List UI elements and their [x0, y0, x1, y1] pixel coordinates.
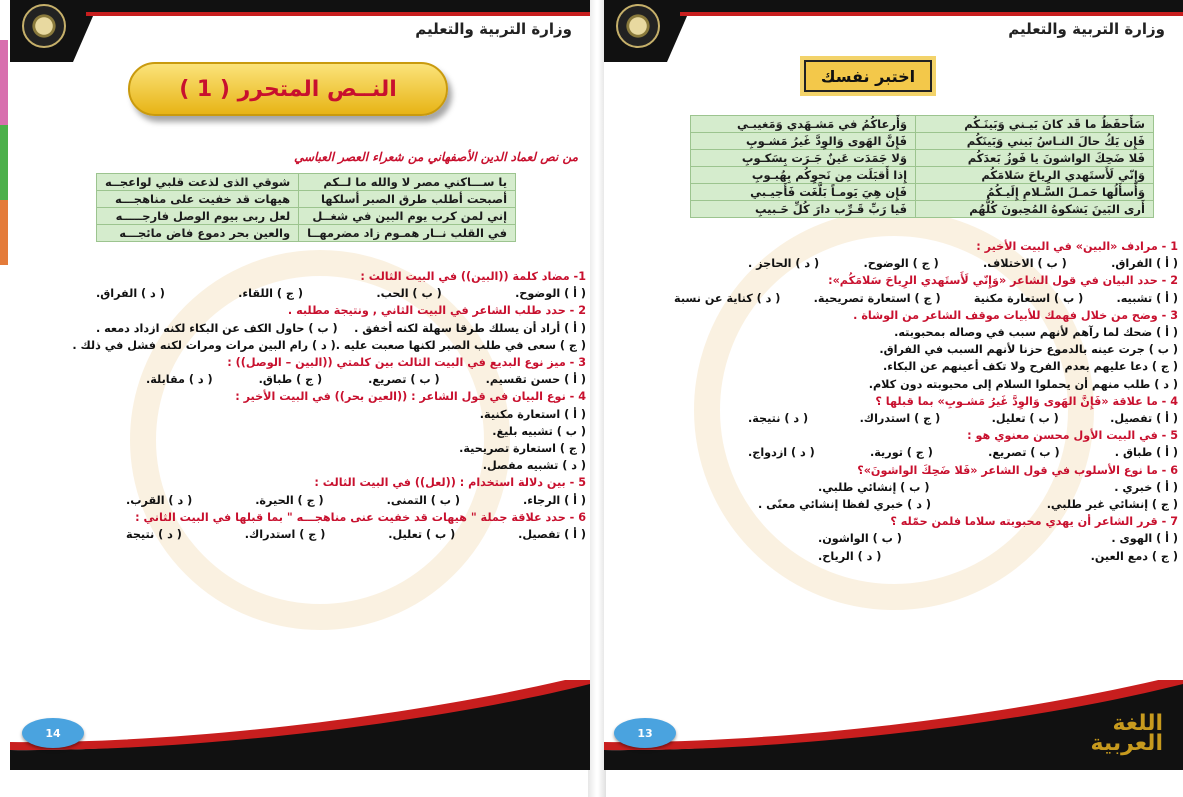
page-14	[10, 0, 590, 770]
poem-verse-first: وَإِنّي لَأَستَهدي الرِياحَ سَلامَكُم	[916, 167, 1154, 184]
option-b[interactable]: ( ب ) التمنى.	[386, 493, 461, 507]
header-red-line	[680, 12, 1183, 16]
options-1	[96, 285, 586, 302]
option-d[interactable]: ( د ) الحاجز .	[748, 257, 820, 271]
poem-verse-first: فَإِن يَكُ حالَ النـاسُ بَيني وَبَينَكُم	[916, 133, 1154, 150]
arabic-language-logo: اللغة العربية	[1090, 711, 1163, 756]
poem-source: من نص لعماد الدين الأصفهاني من شعراء العصر العباسي	[293, 150, 578, 164]
options-2	[96, 320, 586, 337]
poem-verse-second: والعين بحر دموع فاض مائجـــه	[97, 225, 299, 242]
option-d[interactable]: ( د ) نتيجة.	[748, 412, 809, 426]
option-a[interactable]: ( أ ) تشبيه.	[1116, 291, 1178, 305]
options-3	[146, 371, 586, 388]
poem-verse-first: يا ســـاكني مصر لا والله ما لــكم	[299, 174, 516, 191]
poem-row	[97, 225, 516, 242]
option-b[interactable]: ( ب ) الاختلاف.	[983, 257, 1067, 271]
poem-verse-first: أصبحت أطلب طرق الصبر أسلكها	[299, 191, 516, 208]
question-3: 3 - ميز نوع البديع في البيت الثالث بين كلمتي ((البين – الوصل)) :	[227, 356, 586, 370]
poem-row	[691, 133, 1154, 150]
poem-verse-first: سَأَحفَظُ ما قَد كانَ بَيـني وَبَينَـكُم	[916, 116, 1154, 133]
poem-verse-first: وَأَسأَلُها حَمـلَ السَّـلامِ إِلَيـكُمُ	[916, 184, 1154, 201]
option-d[interactable]: ( د ) تشبيه مفصل.	[482, 459, 586, 473]
question-4: 4 - نوع البيان في قول الشاعر : ((العين بحر)) في البيت الأخير :	[235, 390, 586, 404]
page-13	[604, 0, 1183, 770]
poem-verse-second: شوقي الذى لذعت قلبي لواعجــه	[97, 174, 299, 191]
question-5: 5 - بين دلالة استخدام : ((لعل)) في البيت الثالث :	[314, 476, 586, 490]
option-d[interactable]: ( د ) مقابلة.	[146, 373, 213, 387]
poem-verse-second: إِذا أَقبَلَت مِن نَحوِكُم بِهُبـوبِ	[691, 167, 916, 184]
option-d[interactable]: ( د ) خبري لفظا إنشائي معنًى .	[758, 498, 931, 512]
option-b[interactable]: ( ب ) جرت عينه بالدموع حزنا لأنهم السبب في الفراق.	[879, 343, 1178, 357]
option-a[interactable]: ( أ ) حسن تقسيم.	[485, 373, 586, 387]
ministry-title: وزارة التربية والتعليم	[1008, 20, 1165, 38]
option-c[interactable]: ( ج ) دعا عليهم بعدم الفرح ولا تكف أعينهم عن البكاء.	[882, 360, 1178, 374]
options-5	[126, 492, 586, 509]
option-d[interactable]: ( د ) رام البين مرات ومرات لكنه فشل في ذلك .	[72, 338, 336, 352]
poem-verse-second: وَلا جَمَدَت عَينٌ جَـرَت بِسَكـوبِ	[691, 150, 916, 167]
option-b[interactable]: ( ب ) إنشائي طلبي.	[818, 480, 930, 494]
option-b[interactable]: ( ب ) الواشون.	[818, 532, 902, 546]
options-2	[674, 290, 1178, 307]
poem-row	[691, 150, 1154, 167]
question-6: 6 - ما نوع الأسلوب في قول الشاعر «فَلا ضَحِكَ الواشونَ»؟	[857, 463, 1178, 477]
poem-verse-second: فَإِن هِيَ يَومـاً بَلَّغَت فَأَجيـبي	[691, 184, 916, 201]
option-d[interactable]: ( د ) الفراق.	[96, 287, 165, 301]
option-c[interactable]: ( ج ) إنشائي غير طلبي.	[1046, 498, 1178, 512]
options-6	[126, 526, 586, 543]
question-2: 2 - حدد البيان في قول الشاعر «وَإِنّي لَأَستَهدي الرِياحَ سَلامَكُم»:	[828, 274, 1178, 288]
options-6	[818, 479, 1178, 496]
question-2: 2 - حدد طلب الشاعر في البيت الثاني , ونتيجة مطلبه .	[287, 304, 586, 318]
option-d[interactable]: ( د ) طلب منهم أن يحملوا السلام إلى محبوبته دون كلام.	[868, 377, 1178, 391]
option-c[interactable]: ( ج ) استدراك.	[859, 412, 941, 426]
poem-row	[691, 201, 1154, 218]
poem-verse-first: أَرى البَينَ يَشكوهُ المُحِبونَ كُلُّهُم	[916, 201, 1154, 218]
option-c[interactable]: ( ج ) دمع العين.	[1090, 549, 1178, 563]
poem-table	[96, 173, 516, 242]
option-d[interactable]: ( د ) ازدواج.	[748, 446, 815, 460]
option-a[interactable]: ( أ ) الهوى .	[1111, 532, 1178, 546]
option-b[interactable]: ( ب ) تعليل.	[388, 528, 456, 542]
option-b[interactable]: ( ب ) تعليل.	[991, 412, 1059, 426]
poem-row	[691, 184, 1154, 201]
option-b[interactable]: ( ب ) تشبيه بليغ.	[492, 424, 586, 438]
side-tab-green[interactable]	[0, 125, 8, 200]
eagle-logo-icon	[22, 4, 66, 48]
option-c[interactable]: ( ج ) اللقاء.	[238, 287, 303, 301]
option-a[interactable]: ( أ ) أراد أن يسلك طرقا سهلة لكنه أخفق .	[354, 321, 586, 335]
option-c[interactable]: ( ج ) استعارة تصريحية.	[813, 291, 941, 305]
option-c[interactable]: ( ج ) طباق.	[258, 373, 323, 387]
poem-table	[690, 115, 1154, 218]
option-a[interactable]: ( أ ) الفراق.	[1111, 257, 1178, 271]
option-c[interactable]: ( ج ) الوضوح.	[863, 257, 939, 271]
header-bar	[604, 0, 1183, 12]
question-3: 3 - وضح من خلال فهمك للأبيات موقف الشاعر من الوشاة .	[853, 308, 1178, 322]
option-b[interactable]: ( ب ) استعارة مكنية	[973, 291, 1084, 305]
poem-row	[97, 191, 516, 208]
page-number: 13	[614, 718, 676, 748]
poem-row	[691, 167, 1154, 184]
option-a[interactable]: ( أ ) تفصيل.	[518, 528, 586, 542]
option-a[interactable]: ( أ ) تفصيل.	[1110, 412, 1178, 426]
poem-row	[97, 208, 516, 225]
poem-verse-first: في القلب نــار همـوم زاد مضرمهــا	[299, 225, 516, 242]
poem-row	[691, 116, 1154, 133]
option-c[interactable]: ( ج ) الحيرة.	[255, 493, 324, 507]
section-title: النــص المتحرر ( 1 )	[128, 62, 448, 116]
option-a[interactable]: ( أ ) الرجاء.	[523, 493, 586, 507]
options-6b	[758, 496, 1178, 513]
poem-verse-second: فَيا رَبِّ قَـرِّب دارَ كُلِّ حَـبيبِ	[691, 201, 916, 218]
option-d[interactable]: ( د ) كناية عن نسبة	[674, 291, 781, 305]
poem-verse-first: إني لمن كرب يوم البين في شغــل	[299, 208, 516, 225]
header-bar	[10, 0, 590, 12]
option-b[interactable]: ( ب ) الحب.	[376, 287, 442, 301]
options-5	[748, 444, 1178, 461]
side-tab-orange[interactable]	[0, 200, 8, 265]
option-c[interactable]: ( ج ) تورية.	[870, 446, 933, 460]
poem-verse-second: لعل ربى بيوم الوصل فارجـــــه	[97, 208, 299, 225]
question-5: 5 - في البيت الأول محسن معنوي هو :	[967, 429, 1178, 443]
ministry-title: وزارة التربية والتعليم	[415, 20, 572, 38]
poem-row	[97, 174, 516, 191]
question-7: 7 - قرر الشاعر أن يهدي محبوبته سلاما فلمن حمّله ؟	[890, 515, 1178, 529]
options-2b	[72, 337, 586, 354]
option-b[interactable]: ( ب ) حاول الكف عن البكاء لكنه ازداد دمعه .	[96, 321, 338, 335]
questions-left	[72, 268, 586, 543]
option-b[interactable]: ( ب ) تصريع.	[368, 373, 440, 387]
poem-verse-second: هيهات قد خفيت على مناهجـــه	[97, 191, 299, 208]
footer-curve	[10, 680, 590, 770]
footer-curve	[604, 680, 1183, 770]
side-tabs	[0, 0, 8, 797]
poem-verse-first: فَلا ضَحِكَ الواشونَ يا فَوزُ بَعدَكُم	[916, 150, 1154, 167]
option-c[interactable]: ( ج ) سعى في طلب الصبر لكنها صعبت عليه .	[335, 338, 586, 352]
poem-verse-second: فَإِنَّ الهَوى وَالوِدَّ غَيرُ مَشـوبِ	[691, 133, 916, 150]
options-7	[818, 530, 1178, 547]
question-1: 1- مضاد كلمة ((البين)) في البيت الثالث :	[360, 270, 586, 283]
eagle-logo-icon	[616, 4, 660, 48]
option-a[interactable]: ( أ ) الوضوح.	[515, 287, 586, 301]
option-a[interactable]: ( أ ) استعارة مكنية.	[479, 407, 586, 421]
options-4	[748, 410, 1178, 427]
page-number: 14	[22, 718, 84, 748]
option-d[interactable]: ( د ) نتيجة	[126, 528, 182, 542]
option-a[interactable]: ( أ ) طباق .	[1114, 446, 1178, 460]
option-d[interactable]: ( د ) الرياح.	[818, 549, 882, 563]
questions-right	[674, 238, 1178, 565]
side-tab-pink[interactable]	[0, 40, 8, 125]
option-a[interactable]: ( أ ) خبري .	[1114, 480, 1178, 494]
option-d[interactable]: ( د ) القرب.	[126, 493, 193, 507]
question-4: 4 - ما علاقة «فَإِنَّ الهَوى وَالوِدَّ غَيرُ مَشـوبِ» بما قبلها ؟	[875, 394, 1178, 408]
question-6: 6 - حدد علاقة جملة " هيهات قد خفيت عنى مناهجـــه " بما قبلها في البيت الثاني :	[135, 510, 586, 524]
test-yourself-badge: اختبر نفسك	[804, 60, 932, 92]
option-c[interactable]: ( ج ) استدراك.	[244, 528, 326, 542]
options-7b	[818, 548, 1178, 565]
option-a[interactable]: ( أ ) ضحك لما رآهم لأنهم سبب في وصاله بمحبوبته.	[894, 326, 1178, 340]
option-c[interactable]: ( ج ) استعارة تصريحية.	[459, 442, 586, 456]
header-red-line	[86, 12, 590, 16]
poem-verse-second: وَأَرعاكُمُ في مَشـهَدي وَمَغيبـي	[691, 116, 916, 133]
question-1: 1 - مرادف «البين» في البيت الأخير :	[976, 240, 1178, 253]
option-b[interactable]: ( ب ) تصريع.	[988, 446, 1060, 460]
options-1	[748, 255, 1178, 272]
